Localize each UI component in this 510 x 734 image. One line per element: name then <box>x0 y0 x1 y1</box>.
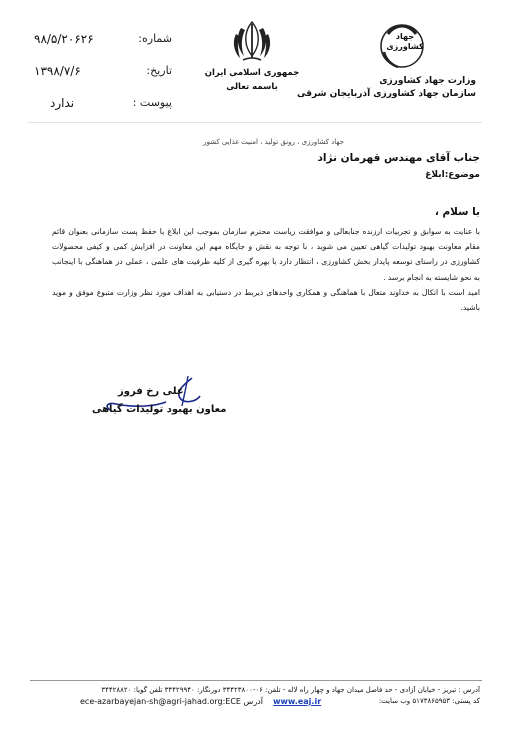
date-label: تاریخ: <box>146 64 172 77</box>
recipient: جناب آقای مهندس قهرمان نژاد <box>317 152 480 164</box>
basmala: باسمه تعالی <box>226 82 278 92</box>
organization-name: سازمان جهاد کشاورزی آذربایجان شرقی <box>297 89 476 99</box>
logo-wordmark <box>386 32 424 52</box>
body-paragraph: امید است با اتکال به خداوند متعال با هماهنگی و همکاری واحدهای ذیربط در دستیابی به اهداف مورد نظر وزارت متبوع موفق و موید باشید. <box>52 287 480 313</box>
number-row <box>28 32 178 64</box>
header-divider <box>28 122 482 123</box>
letter-meta <box>28 32 178 128</box>
ministry-name: وزارت جهاد کشاورزی <box>379 76 476 86</box>
number-value: ۹۸/۵/۲۰۶۲۶ <box>34 32 94 46</box>
signer-title: معاون بهبود تولیدات گیاهی <box>92 404 227 415</box>
logo-text-line2: کشاورزی <box>386 42 424 51</box>
number-label: شماره: <box>138 32 172 45</box>
iran-emblem-icon <box>229 18 275 64</box>
footer-postal: کد پستی: ۵۱۷۳۸۶۵۹۵۳ وب سایت: <box>378 697 480 705</box>
slogan: جهاد کشاورزی ، رونق تولید ، امنیت غذایی کشور <box>203 138 344 146</box>
date-value: ۱۳۹۸/۷/۶ <box>34 64 81 78</box>
subject: موضوع:ابلاغ <box>425 170 480 180</box>
attachment-row <box>28 96 178 128</box>
footer-email-label: آدرس <box>243 697 263 706</box>
attachment-label: پیوست : <box>132 96 172 109</box>
footer-address: آدرس : تبریز - خیابان آزادی - حد فاصل میدان جهاد و چهار راه لاله - تلفن: ۰۶-۳۴۴۲۳۸۰۰ دورنگار: ۳۴۴۲۹۹۴۰ تلفن گویا: ۳۴۴۲۸۸۲۰ <box>101 686 480 694</box>
footer-website-link[interactable]: www.eaj.ir <box>273 697 322 706</box>
footer-email[interactable]: ece-azarbayejan-sh@agri-jahad.org:ECE <box>80 697 241 706</box>
logo-text-line1: جهاد <box>395 32 415 41</box>
republic-label: جمهوری اسلامی ایران <box>204 68 300 78</box>
attachment-value: ندارد <box>50 96 75 110</box>
footer-divider <box>30 680 482 681</box>
greeting: با سلام ، <box>434 206 480 218</box>
letter-body <box>52 224 480 315</box>
footer-contact <box>80 697 321 706</box>
signer-name: علی رخ فروز <box>118 386 184 397</box>
date-row <box>28 64 178 96</box>
body-paragraph: با عنایت به سوابق و تجربیات ارزنده جنابعالی و موافقت ریاست محترم سازمان بموجب این ابلاغ با حفظ پست سازمانی بعنوان قائم مقام معاونت بهبود تولیدات گیاهی تعیین می شوید ، با توجه به نقش و جایگاه مهم این معاونت در افزایش کمی و کیفی محصولات کشاورزی در راستای توسعه پایدار بخش کشاورزی ، انتظار دارد با بهره گیری از کلیه ظرفیت های علمی ، عملی در هماهنگی با اینجانب به نحو شایسته به انجام برسد . <box>52 227 480 282</box>
